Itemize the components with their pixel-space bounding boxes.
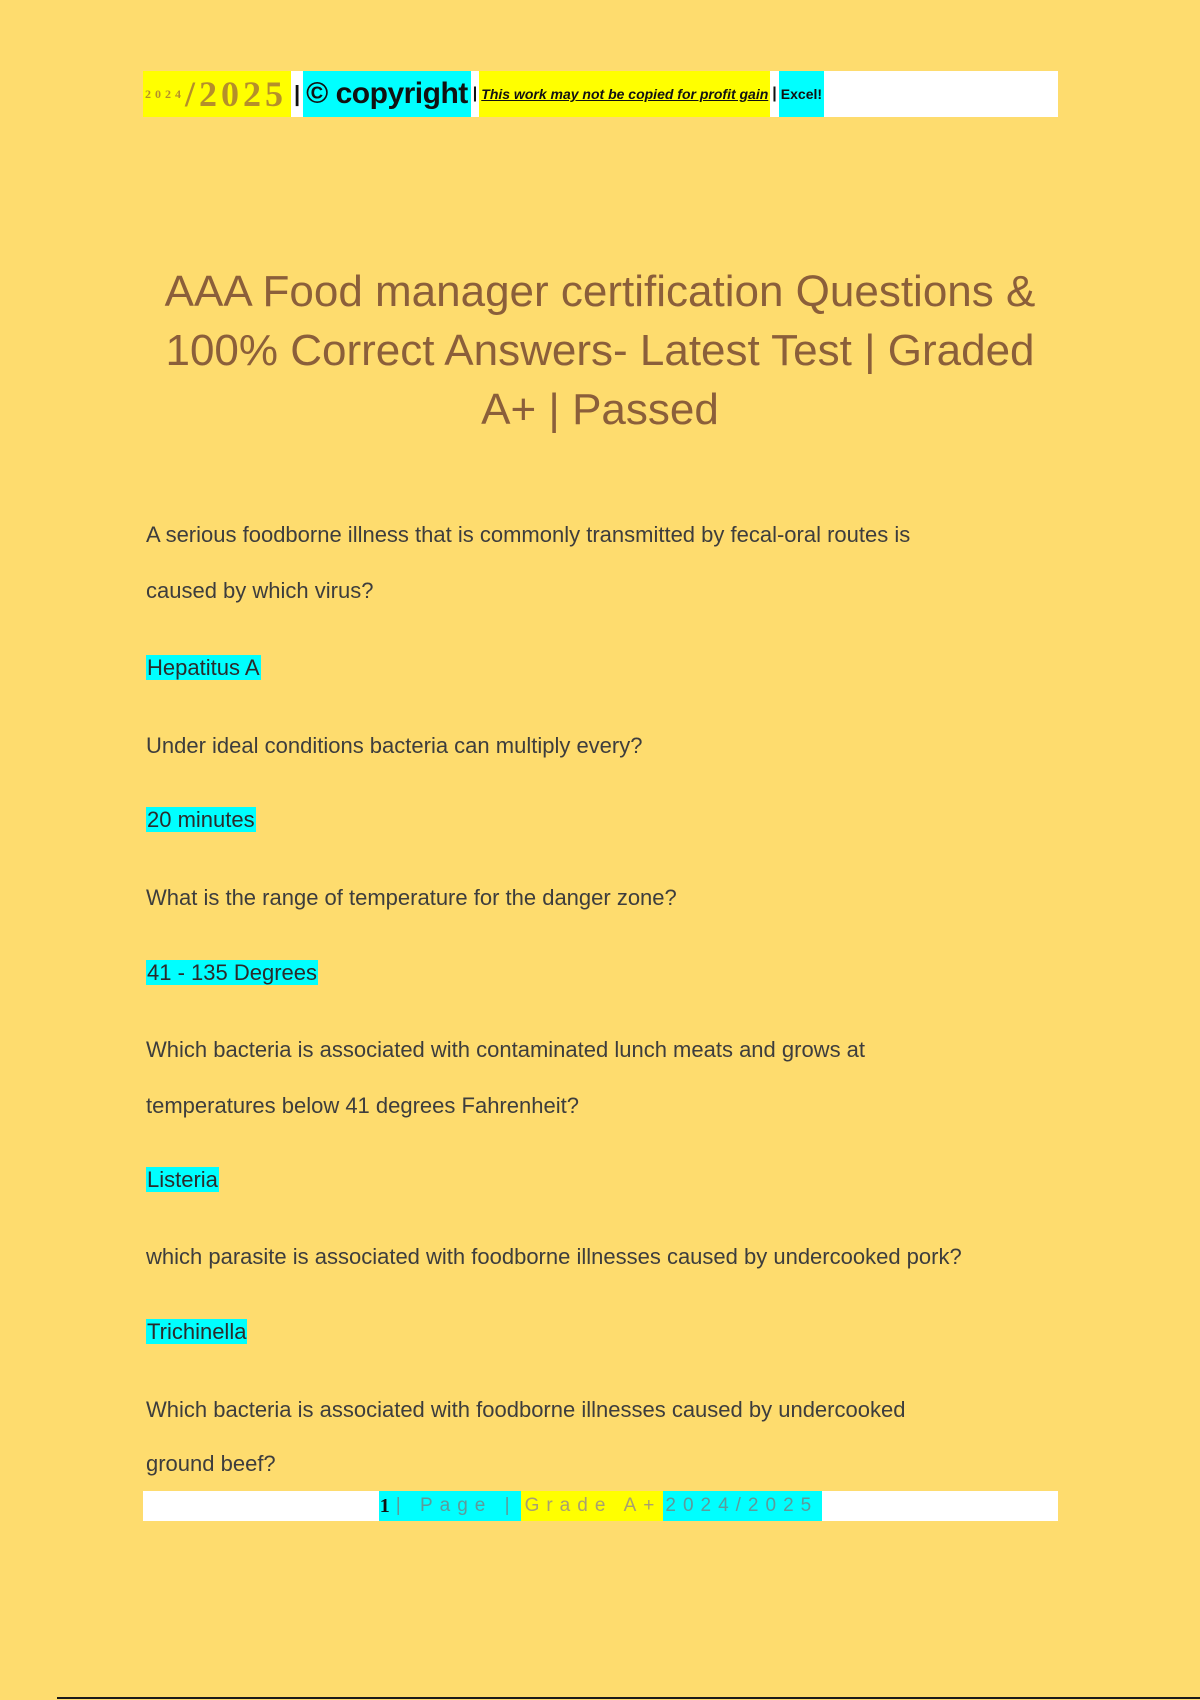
header-separator: |: [772, 85, 777, 102]
question-text: A serious foodborne illness that is commonly transmitted by fecal-oral routes is: [146, 522, 911, 547]
answer-item: [146, 1319, 247, 1345]
answer-highlight: 20 minutes: [147, 807, 255, 832]
header-year: [143, 71, 291, 117]
page-label: | Page |: [392, 1491, 521, 1521]
question-text: Under ideal conditions bacteria can multiply every?: [146, 733, 643, 758]
title-line: 100% Correct Answers- Latest Test | Graded: [165, 326, 1035, 375]
question-text: temperatures below 41 degrees Fahrenheit?: [146, 1093, 579, 1118]
header-separator: |: [472, 85, 478, 102]
question-text: Which bacteria is associated with contaminated lunch meats and grows at: [146, 1037, 866, 1062]
answer-highlight: Trichinella: [147, 1319, 247, 1344]
answer-item: [146, 960, 318, 986]
header-notice: This work may not be copied for profit gain: [479, 71, 770, 117]
question-text: ground beef?: [146, 1451, 276, 1476]
header-year-small: 2024: [145, 86, 185, 101]
answer-item: [146, 807, 256, 833]
answer-highlight: Hepatitus A: [147, 655, 260, 680]
question-text: which parasite is associated with foodborne illnesses caused by undercooked pork?: [146, 1244, 962, 1269]
answer-item: [146, 1167, 219, 1193]
page-number: 1: [379, 1491, 392, 1521]
question-text: What is the range of temperature for the danger zone?: [146, 885, 677, 910]
answer-highlight: 41 - 135 Degrees: [147, 960, 317, 985]
title-line: A+ | Passed: [481, 385, 719, 434]
question-text: caused by which virus?: [146, 578, 374, 603]
question-text: Which bacteria is associated with foodborne illnesses caused by undercooked: [146, 1397, 906, 1422]
grade-label: Grade A+: [521, 1491, 664, 1521]
header-banner: [143, 71, 1058, 117]
answer-item: [146, 655, 261, 681]
header-copyright: © copyright: [303, 71, 471, 117]
document-title: [120, 262, 1080, 439]
answer-highlight: Listeria: [147, 1167, 218, 1192]
footer-banner: [143, 1491, 1058, 1521]
title-line: AAA Food manager certification Questions &: [164, 267, 1036, 316]
footer-year: 2024/2025: [663, 1491, 822, 1521]
header-excel: Excel!: [779, 71, 824, 117]
bottom-divider: [57, 1697, 1200, 1699]
header-separator: |: [294, 81, 301, 106]
header-year-big: /2025: [185, 74, 288, 114]
